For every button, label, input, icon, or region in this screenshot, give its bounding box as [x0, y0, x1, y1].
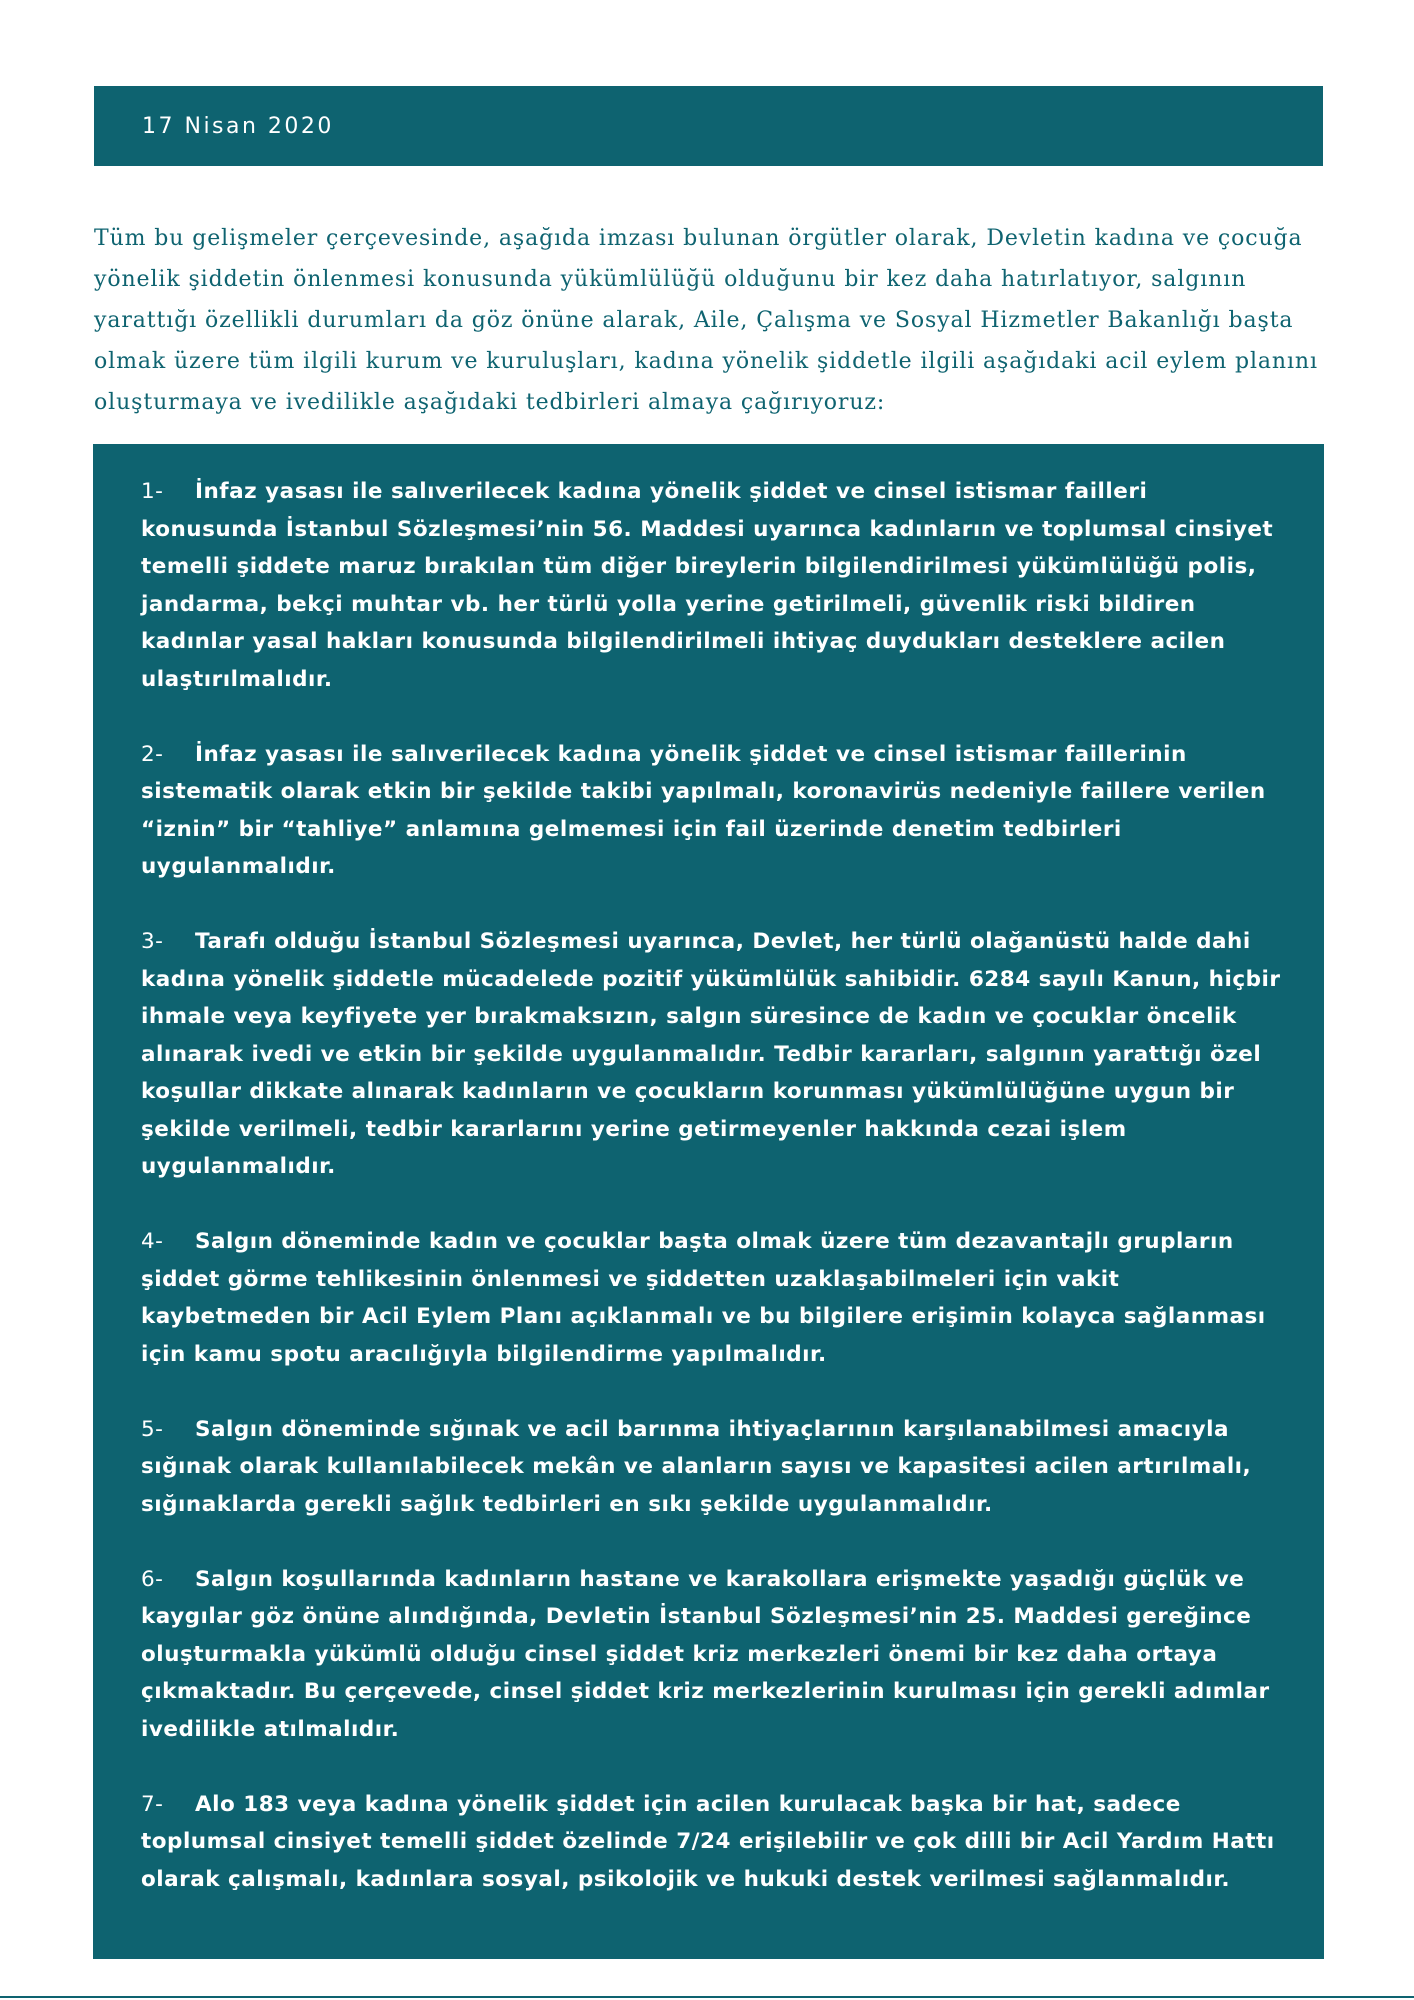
document-date: 17 Nisan 2020	[142, 113, 334, 139]
measure-number: 3-	[141, 929, 164, 954]
measure-text: Salgın döneminde sığınak ve acil barınma ihtiyaçlarının karşılanabilmesi amacıyla sığınak olarak kullanılabilecek mekân ve alanların sayısı ve kapasitesi acilen artırılmalı, sığınaklarda gerekli sağlık tedbirleri en sıkı şekilde uygulanmalıdır.	[141, 1416, 1252, 1517]
bottom-divider	[0, 1996, 1414, 1998]
measures-panel	[93, 444, 1324, 1959]
measure-item	[141, 1786, 1284, 1899]
measure-item	[141, 1223, 1284, 1373]
measure-text: Alo 183 veya kadına yönelik şiddet için acilen kurulacak başka bir hat, sadece toplumsal cinsiyet temelli şiddet özelinde 7/24 erişilebilir ve çok dilli bir Acil Yardım Hattı olarak çalışmalı, kadınlara sosyal, psikolojik ve hukuki destek verilmesi sağlanmalıdır.	[141, 1791, 1275, 1892]
measure-number: 2-	[141, 741, 164, 767]
measure-text: Tarafı olduğu İstanbul Sözleşmesi uyarınca, Devlet, her türlü olağanüstü halde dahi kadına yönelik şiddetle mücadelede pozitif yükümlülük sahibidir. 6284 sayılı Kanun, hiçbir ihmale veya keyfiyete yer bırakmaksızın, salgın süresince de kadın ve çocuklar öncelik alınarak ivedi ve etkin bir şekilde uygulanmalıdır. Tedbir kararları, salgının yarattığı özel koşullar dikkate alınarak kadınların ve çocukların korunması yükümlülüğüne uygun bir şekilde verilmeli, tedbir kararlarını yerine getirmeyenler hakkında cezai işlem uygulanmalıdır.	[141, 929, 1281, 1179]
measure-text: Salgın döneminde kadın ve çocuklar başta olmak üzere tüm dezavantajlı grupların şiddet görme tehlikesinin önlenmesi ve şiddetten uzaklaşabilmeleri için vakit kaybetmeden bir Acil Eylem Planı açıklanmalı ve bu bilgilere erişimin kolayca sağlanması için kamu spotu aracılığıyla bilgilendirme yapılmalıdır.	[141, 1229, 1266, 1367]
measure-number: 4-	[141, 1229, 164, 1254]
measure-item	[141, 923, 1284, 1186]
measure-text: Salgın koşullarında kadınların hastane ve karakollara erişmekte yaşadığı güçlük ve kaygılar göz önüne alındığında, Devletin İstanbul Sözleşmesi’nin 25. Maddesi gereğince oluşturmakla yükümlü olduğu cinsel şiddet kriz merkezleri önemi bir kez daha ortaya çıkmaktadır. Bu çerçevede, cinsel şiddet kriz merkezlerinin kurulması için gerekli adımlar ivedilikle atılmalıdır.	[141, 1566, 1270, 1742]
measure-item	[141, 736, 1284, 886]
measure-number: 5-	[141, 1416, 164, 1442]
measure-item	[141, 1561, 1284, 1749]
measure-number: 6-	[141, 1566, 164, 1592]
date-banner	[94, 86, 1323, 166]
measure-item	[141, 473, 1284, 698]
measure-text: İnfaz yasası ile salıverilecek kadına yönelik şiddet ve cinsel istismar faillerinin sistematik olarak etkin bir şekilde takibi yapılmalı, koronavirüs nedeniyle faillere verilen “iznin” bir “tahliye” anlamına gelmemesi için fail üzerinde denetim tedbirleri uygulanmalıdır.	[141, 741, 1266, 879]
measure-text: İnfaz yasası ile salıverilecek kadına yönelik şiddet ve cinsel istismar failleri konusunda İstanbul Sözleşmesi’nin 56. Maddesi uyarınca kadınların ve toplumsal cinsiyet temelli şiddete maruz bırakılan tüm diğer bireylerin bilgilendirilmesi yükümlülüğü polis, jandarma, bekçi muhtar vb. her türlü yolla yerine getirilmeli, güvenlik riski bildiren kadınlar yasal hakları konusunda bilgilendirilmeli ihtiyaç duydukları desteklere acilen ulaştırılmalıdır.	[141, 479, 1274, 692]
measure-number: 1-	[141, 479, 164, 504]
intro-paragraph: Tüm bu gelişmeler çerçevesinde, aşağıda imzası bulunan örgütler olarak, Devletin kadına ve çocuğa yönelik şiddetin önlenmesi konusunda yükümlülüğü olduğunu bir kez daha hatırlatıyor, salgının yarattığı özellikli durumları da göz önüne alarak, Aile, Çalışma ve Sosyal Hizmetler Bakanlığı başta olmak üzere tüm ilgili kurum ve kuruluşları, kadına yönelik şiddetle ilgili aşağıdaki acil eylem planını oluşturmaya ve ivedilikle aşağıdaki tedbirleri almaya çağırıyoruz:	[94, 226, 1318, 415]
measure-number: 7-	[141, 1791, 164, 1817]
measure-item	[141, 1411, 1284, 1524]
